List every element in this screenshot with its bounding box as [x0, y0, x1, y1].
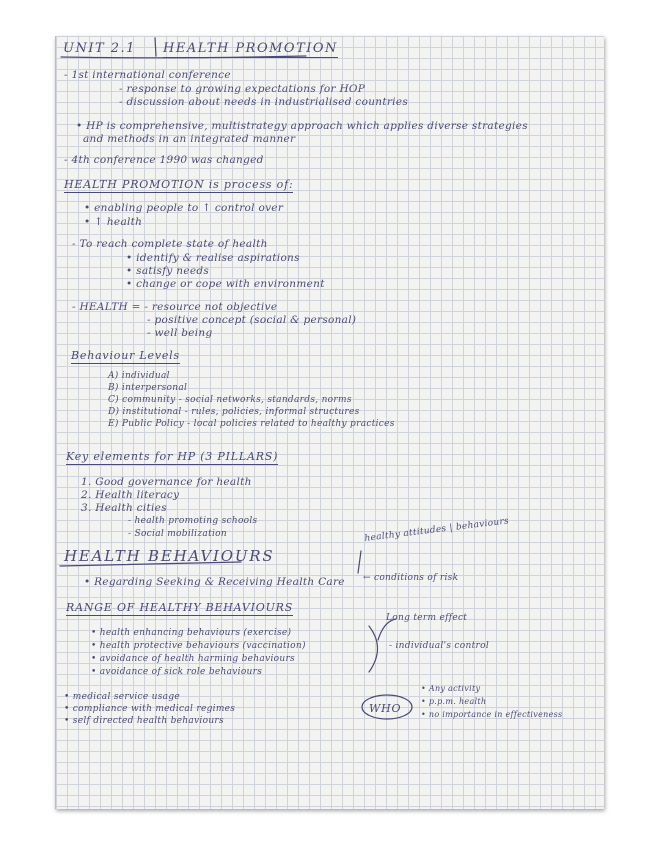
conference-bullet: - discussion about needs in industrialised countries: [119, 96, 409, 108]
who-label: WHO: [369, 702, 402, 715]
level-item: E) Public Policy - local policies related to healthy practices: [108, 419, 395, 429]
range-note: Long term effect: [386, 613, 468, 623]
definition-line: • HP is comprehensive, multistrategy approach which applies diverse strategies: [76, 120, 528, 132]
behaviours-side-note: healthy attitudes | behaviours: [364, 516, 510, 544]
title-divider: [155, 38, 156, 56]
range-item: • avoidance of sick role behaviours: [91, 667, 263, 677]
who-item: • no importance in effectiveness: [421, 710, 563, 719]
key-elements-heading: Key elements for HP (3 PILLARS): [66, 450, 279, 463]
key-element-subitem: - Social mobilization: [128, 529, 227, 539]
level-item: C) community - social networks, standards, norms: [108, 395, 352, 405]
notebook-page: [55, 36, 604, 809]
reach-item: • identify & realise aspirations: [126, 252, 300, 264]
key-element-item: 1. Good governance for health: [81, 476, 252, 488]
range-item: • avoidance of health harming behaviours: [91, 654, 295, 664]
range-heading: RANGE OF HEALTHY BEHAVIOURS: [66, 601, 294, 614]
reach-item: • change or cope with environment: [126, 278, 325, 290]
side-note-arrow: [358, 551, 361, 573]
risk-note: ← conditions of risk: [363, 573, 459, 583]
extra-item: • compliance with medical regimes: [64, 704, 236, 714]
who-item: • p.p.m. health: [421, 697, 487, 706]
definition-line: and methods in an integrated manner: [83, 133, 296, 145]
level-item: A) individual: [108, 371, 170, 381]
page-title: HEALTH PROMOTION: [163, 41, 338, 56]
behaviours-line: • Regarding Seeking & Receiving Health Care: [84, 576, 345, 588]
conference-line: - 1st international conference: [64, 69, 231, 81]
key-element-item: 3. Health cities: [81, 502, 167, 514]
conference-bullet: - response to growing expectations for HOP: [119, 83, 366, 95]
range-bracket: [369, 626, 378, 672]
unit-label: UNIT 2.1: [63, 41, 136, 56]
levels-heading: Behaviour Levels: [71, 349, 180, 362]
range-note: - individual's control: [389, 641, 490, 651]
extra-item: • self directed health behaviours: [64, 716, 224, 726]
range-item: • health enhancing behaviours (exercise): [91, 628, 292, 638]
fourth-conference-note: - 4th conference 1990 was changed: [64, 154, 264, 166]
health-definition: - positive concept (social & personal): [147, 314, 357, 326]
process-item: • enabling people to ↑ control over: [84, 202, 284, 214]
range-item: • health protective behaviours (vaccination): [91, 641, 306, 651]
key-element-item: 2. Health literacy: [81, 489, 180, 501]
health-definition: - well being: [147, 327, 213, 339]
level-item: D) institutional - rules, policies, informal structures: [108, 407, 360, 417]
who-item: • Any activity: [421, 684, 481, 693]
process-item: • ↑ health: [84, 216, 143, 228]
process-heading: HEALTH PROMOTION is process of:: [64, 178, 294, 191]
reach-item: • satisfy needs: [126, 265, 210, 277]
level-item: B) interpersonal: [108, 383, 188, 393]
key-element-subitem: - health promoting schools: [128, 516, 258, 526]
reach-heading: - To reach complete state of health: [72, 238, 268, 250]
extra-item: • medical service usage: [64, 692, 181, 702]
health-definition: - HEALTH = - resource not objective: [72, 301, 278, 313]
behaviours-heading: HEALTH BEHAVIOURS: [64, 547, 275, 565]
